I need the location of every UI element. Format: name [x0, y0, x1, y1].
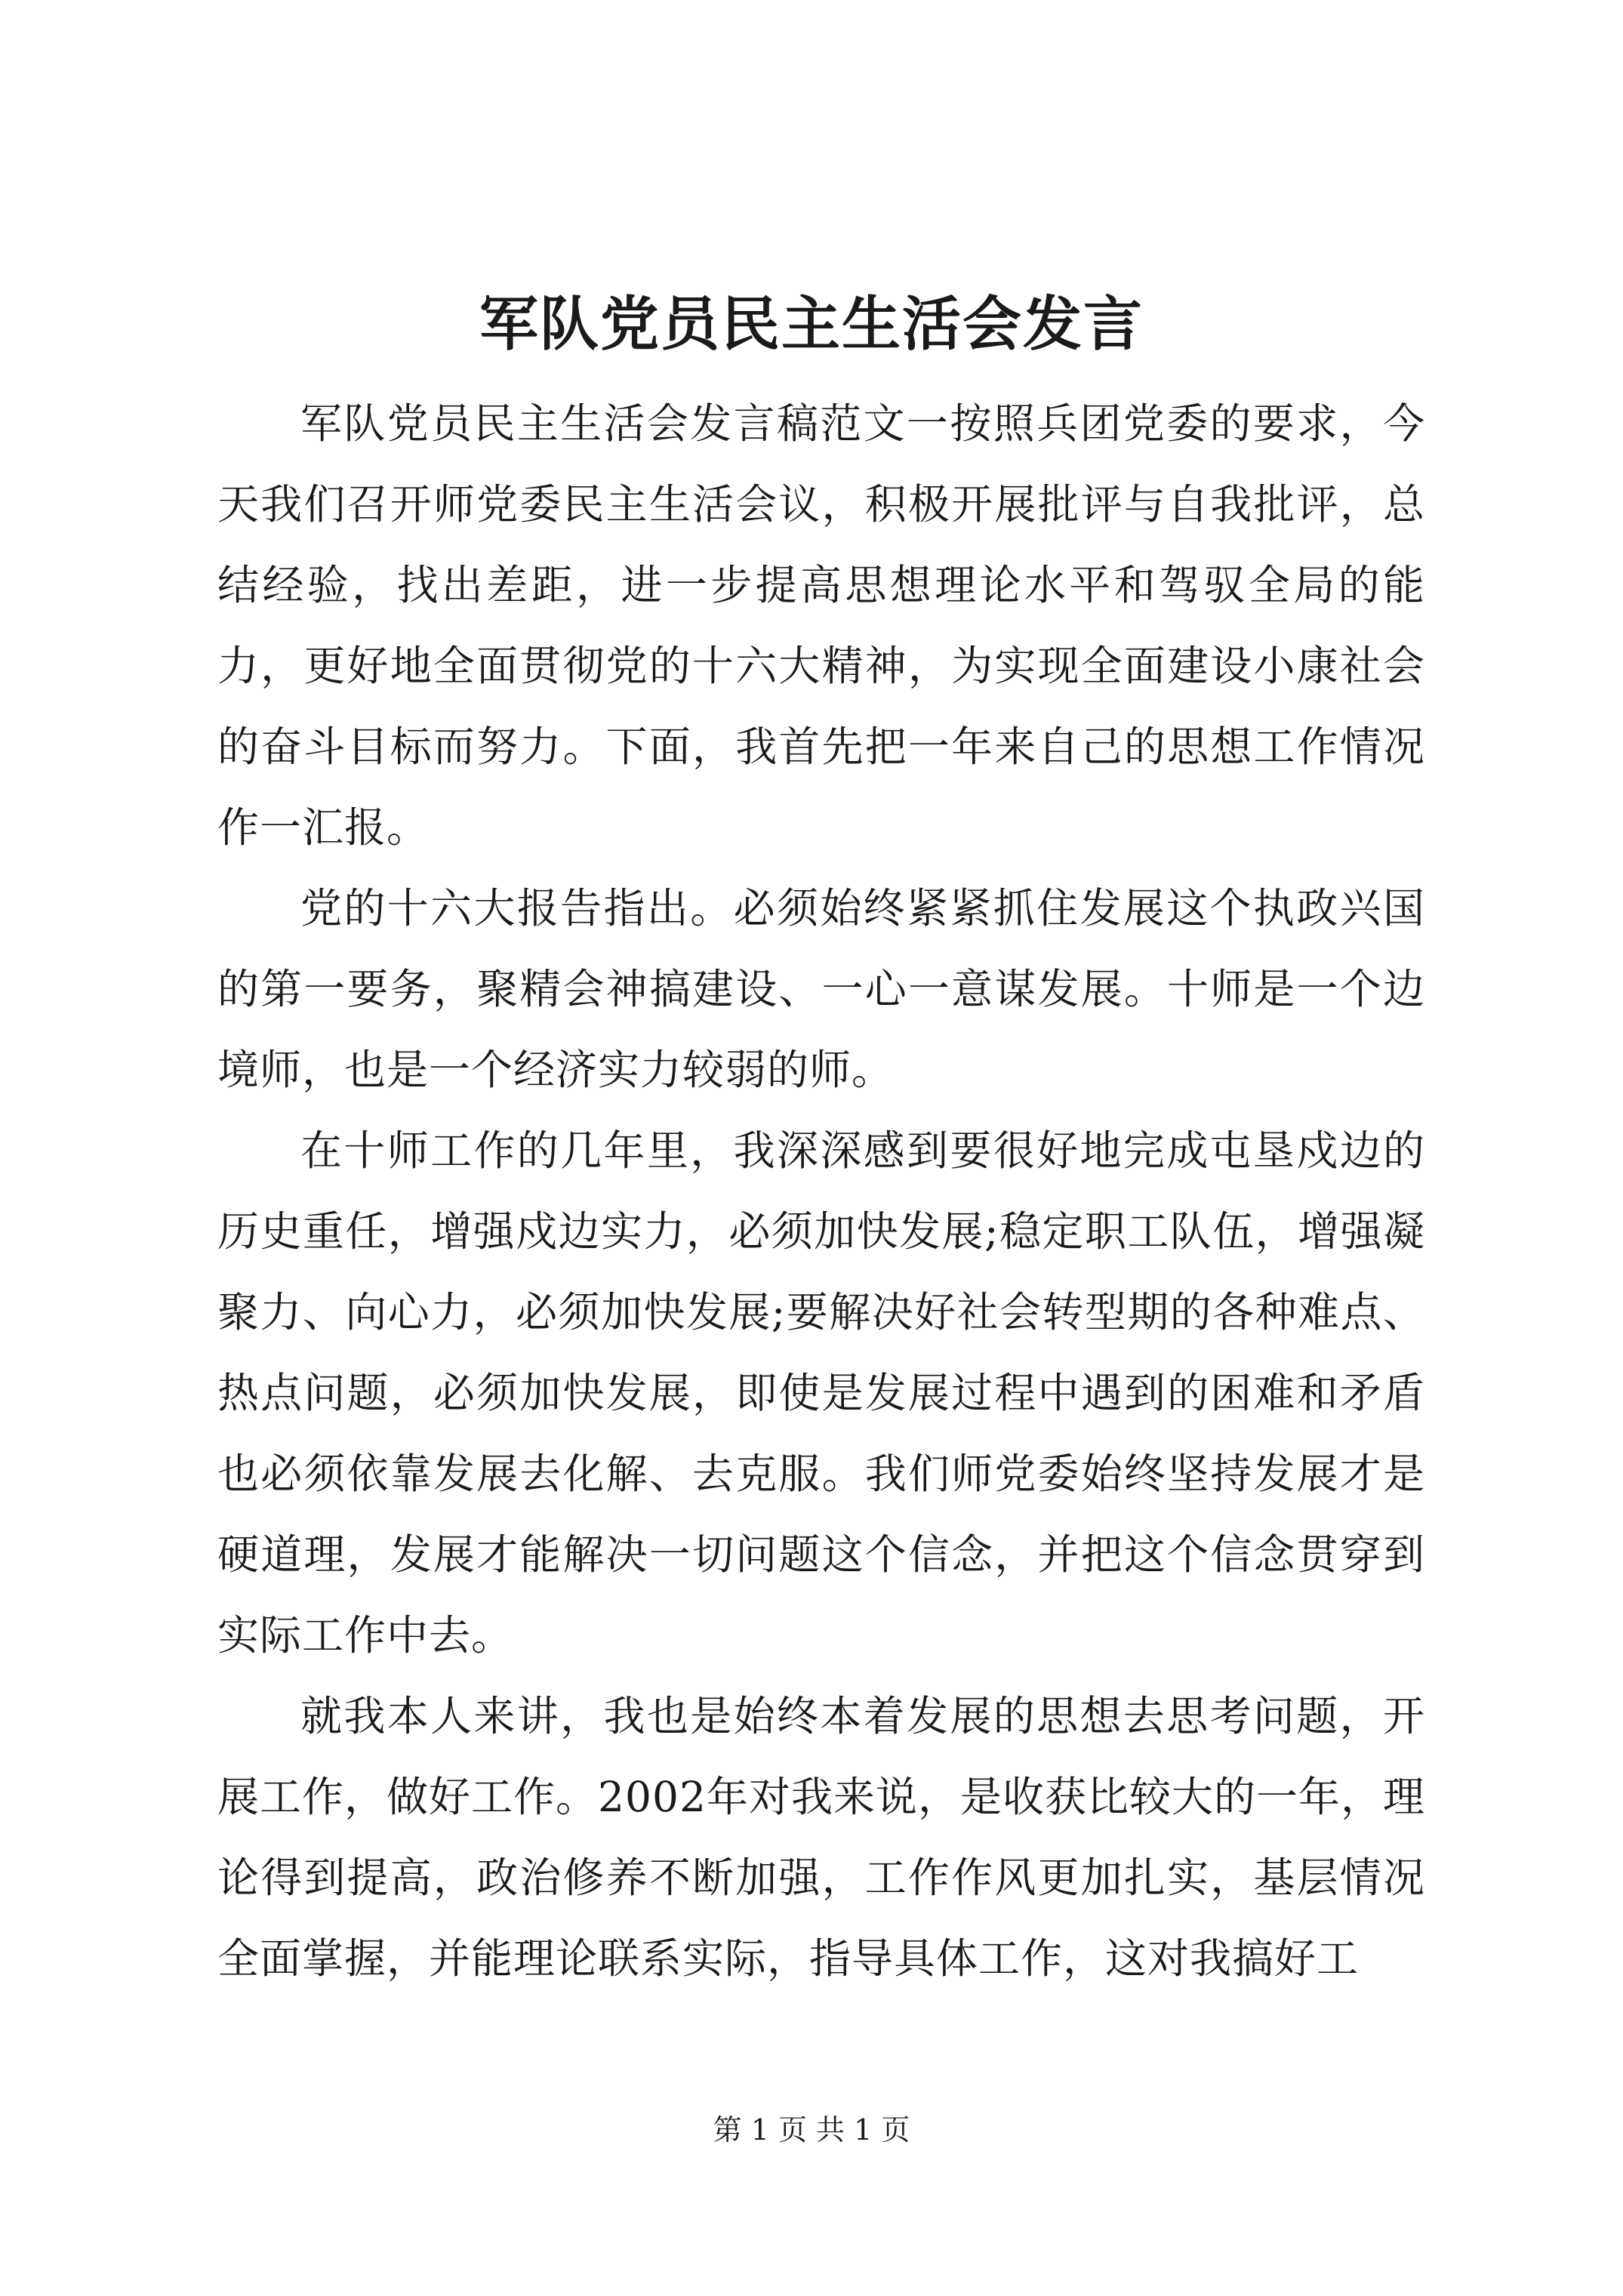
document-title: 军队党员民主生活会发言	[479, 290, 1144, 359]
paragraph-3: 在十师工作的几年里，我深深感到要很好地完成屯垦戍边的历史重任，增强戍边实力，必须加快发展;稳定职工队伍，增强凝聚力、向心力，必须加快发展;要解决好社会转型期的各种难点、热点问题，必须加快发展，即使是发展过程中遇到的困难和矛盾也必须依靠发展去化解、去克服。我们师党委始终坚持发展才是硬道理，发展才能解决一切问题这个信念，并把这个信念贯穿到实际工作中去。	[217, 1126, 1425, 1660]
document-body	[217, 384, 1425, 1999]
paragraph-4: 就我本人来讲，我也是始终本着发展的思想去思考问题，开展工作，做好工作。2002年对我来说，是收获比较大的一年，理论得到提高，政治修养不断加强，工作作风更加扎实，基层情况全面掌握，并能理论联系实际，指导具体工作，这对我搞好工	[217, 1692, 1425, 1983]
paragraph-2: 党的十六大报告指出。必须始终紧紧抓住发展这个执政兴国的第一要务，聚精会神搞建设、一心一意谋发展。十师是一个边境师，也是一个经济实力较弱的师。	[217, 884, 1425, 1094]
page-footer: 第 1 页 共 1 页	[713, 2113, 910, 2147]
paragraph-1: 军队党员民主生活会发言稿范文一按照兵团党委的要求，今天我们召开师党委民主生活会议，积极开展批评与自我批评，总结经验，找出差距，进一步提高思想理论水平和驾驭全局的能力，更好地全面贯彻党的十六大精神，为实现全面建设小康社会的奋斗目标而努力。下面，我首先把一年来自己的思想工作情况作一汇报。	[217, 399, 1425, 852]
